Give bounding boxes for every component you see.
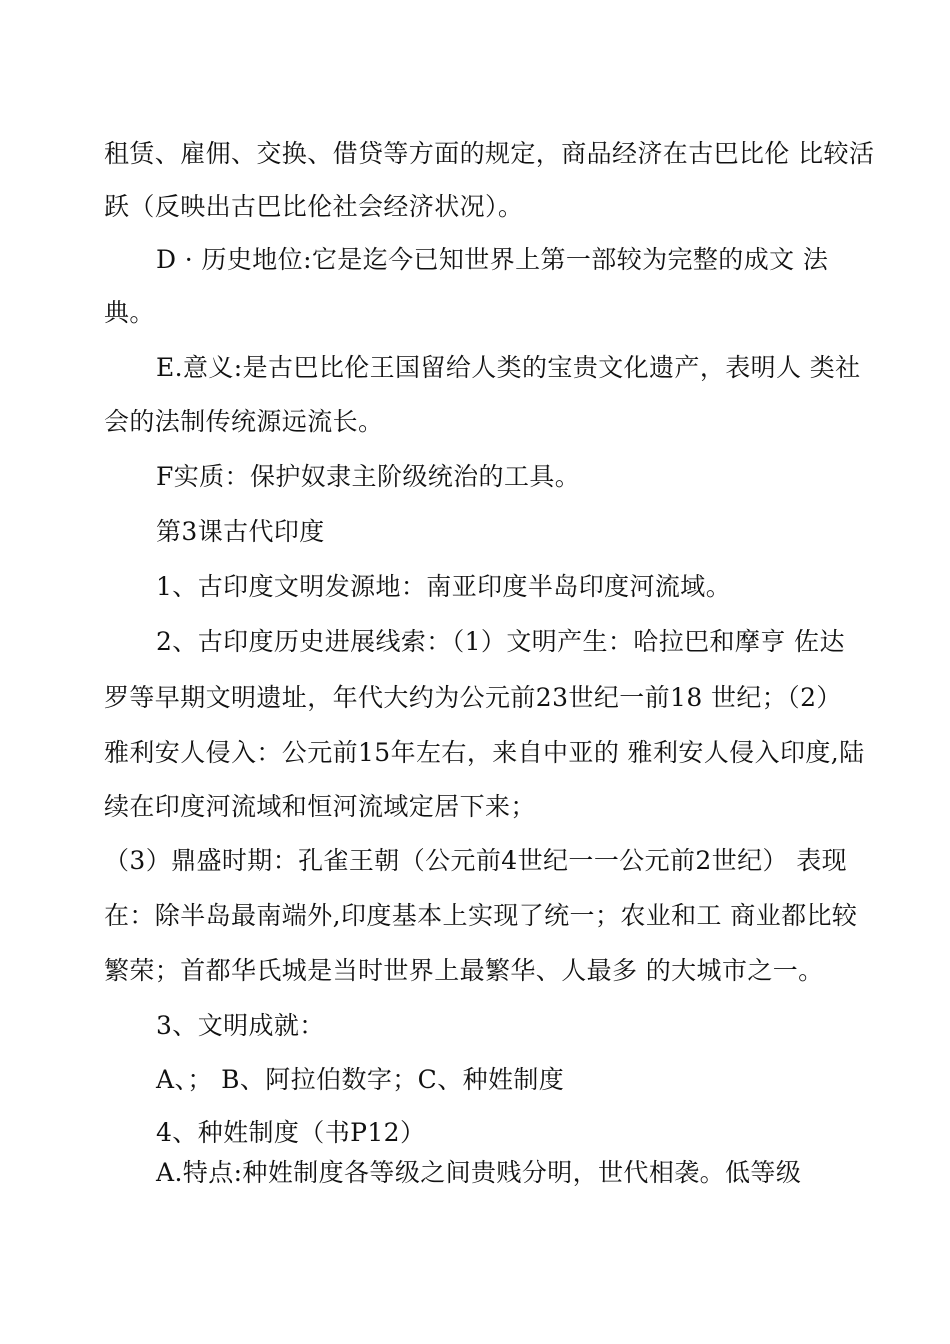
paragraph-line: 2、古印度历史进展线索：（1）文明产生：哈拉巴和摩亨 佐达	[156, 627, 845, 656]
paragraph-line: 跃（反映出古巴比伦社会经济状况）。	[104, 192, 524, 221]
lesson-heading: 第3课古代印度	[156, 517, 325, 546]
paragraph-line: 1、古印度文明发源地：南亚印度半岛印度河流域。	[156, 572, 732, 601]
paragraph-line: 会的法制传统源远流长。	[104, 407, 384, 436]
paragraph-line: 雅利安人侵入：公元前15年左右，来自中亚的 雅利安人侵入印度,陆	[104, 738, 865, 767]
paragraph-line: 4、种姓制度（书P12）	[156, 1118, 426, 1147]
paragraph-line: A、； B、阿拉伯数字；C、种姓制度	[156, 1065, 565, 1094]
paragraph-line: 在：除半岛最南端外,印度基本上实现了统一；农业和工 商业都比较	[104, 901, 858, 930]
paragraph-line: E.意义:是古巴比伦王国留给人类的宝贵文化遗产，表明人 类社	[156, 353, 861, 382]
paragraph-line: 租赁、雇佣、交换、借贷等方面的规定，商品经济在古巴比伦 比较活	[104, 139, 875, 168]
paragraph-line: 典。	[104, 298, 155, 327]
paragraph-line: 续在印度河流域和恒河流域定居下来；	[104, 792, 536, 821]
paragraph-line: 罗等早期文明遗址，年代大约为公元前23世纪一前18 世纪；（2）	[104, 683, 842, 712]
paragraph-line: A.特点:种姓制度各等级之间贵贱分明，世代相袭。低等级	[156, 1158, 802, 1187]
paragraph-line: 3、文明成就：	[156, 1011, 325, 1040]
paragraph-line: D · 历史地位:它是迄今已知世界上第一部较为完整的成文 法	[156, 245, 829, 274]
paragraph-line: （3）鼎盛时期：孔雀王朝（公元前4世纪一一公元前2世纪） 表现	[104, 846, 848, 875]
paragraph-line: F实质：保护奴隶主阶级统治的工具。	[156, 462, 581, 491]
paragraph-line: 繁荣；首都华氏城是当时世界上最繁华、人最多 的大城市之一。	[104, 956, 824, 985]
